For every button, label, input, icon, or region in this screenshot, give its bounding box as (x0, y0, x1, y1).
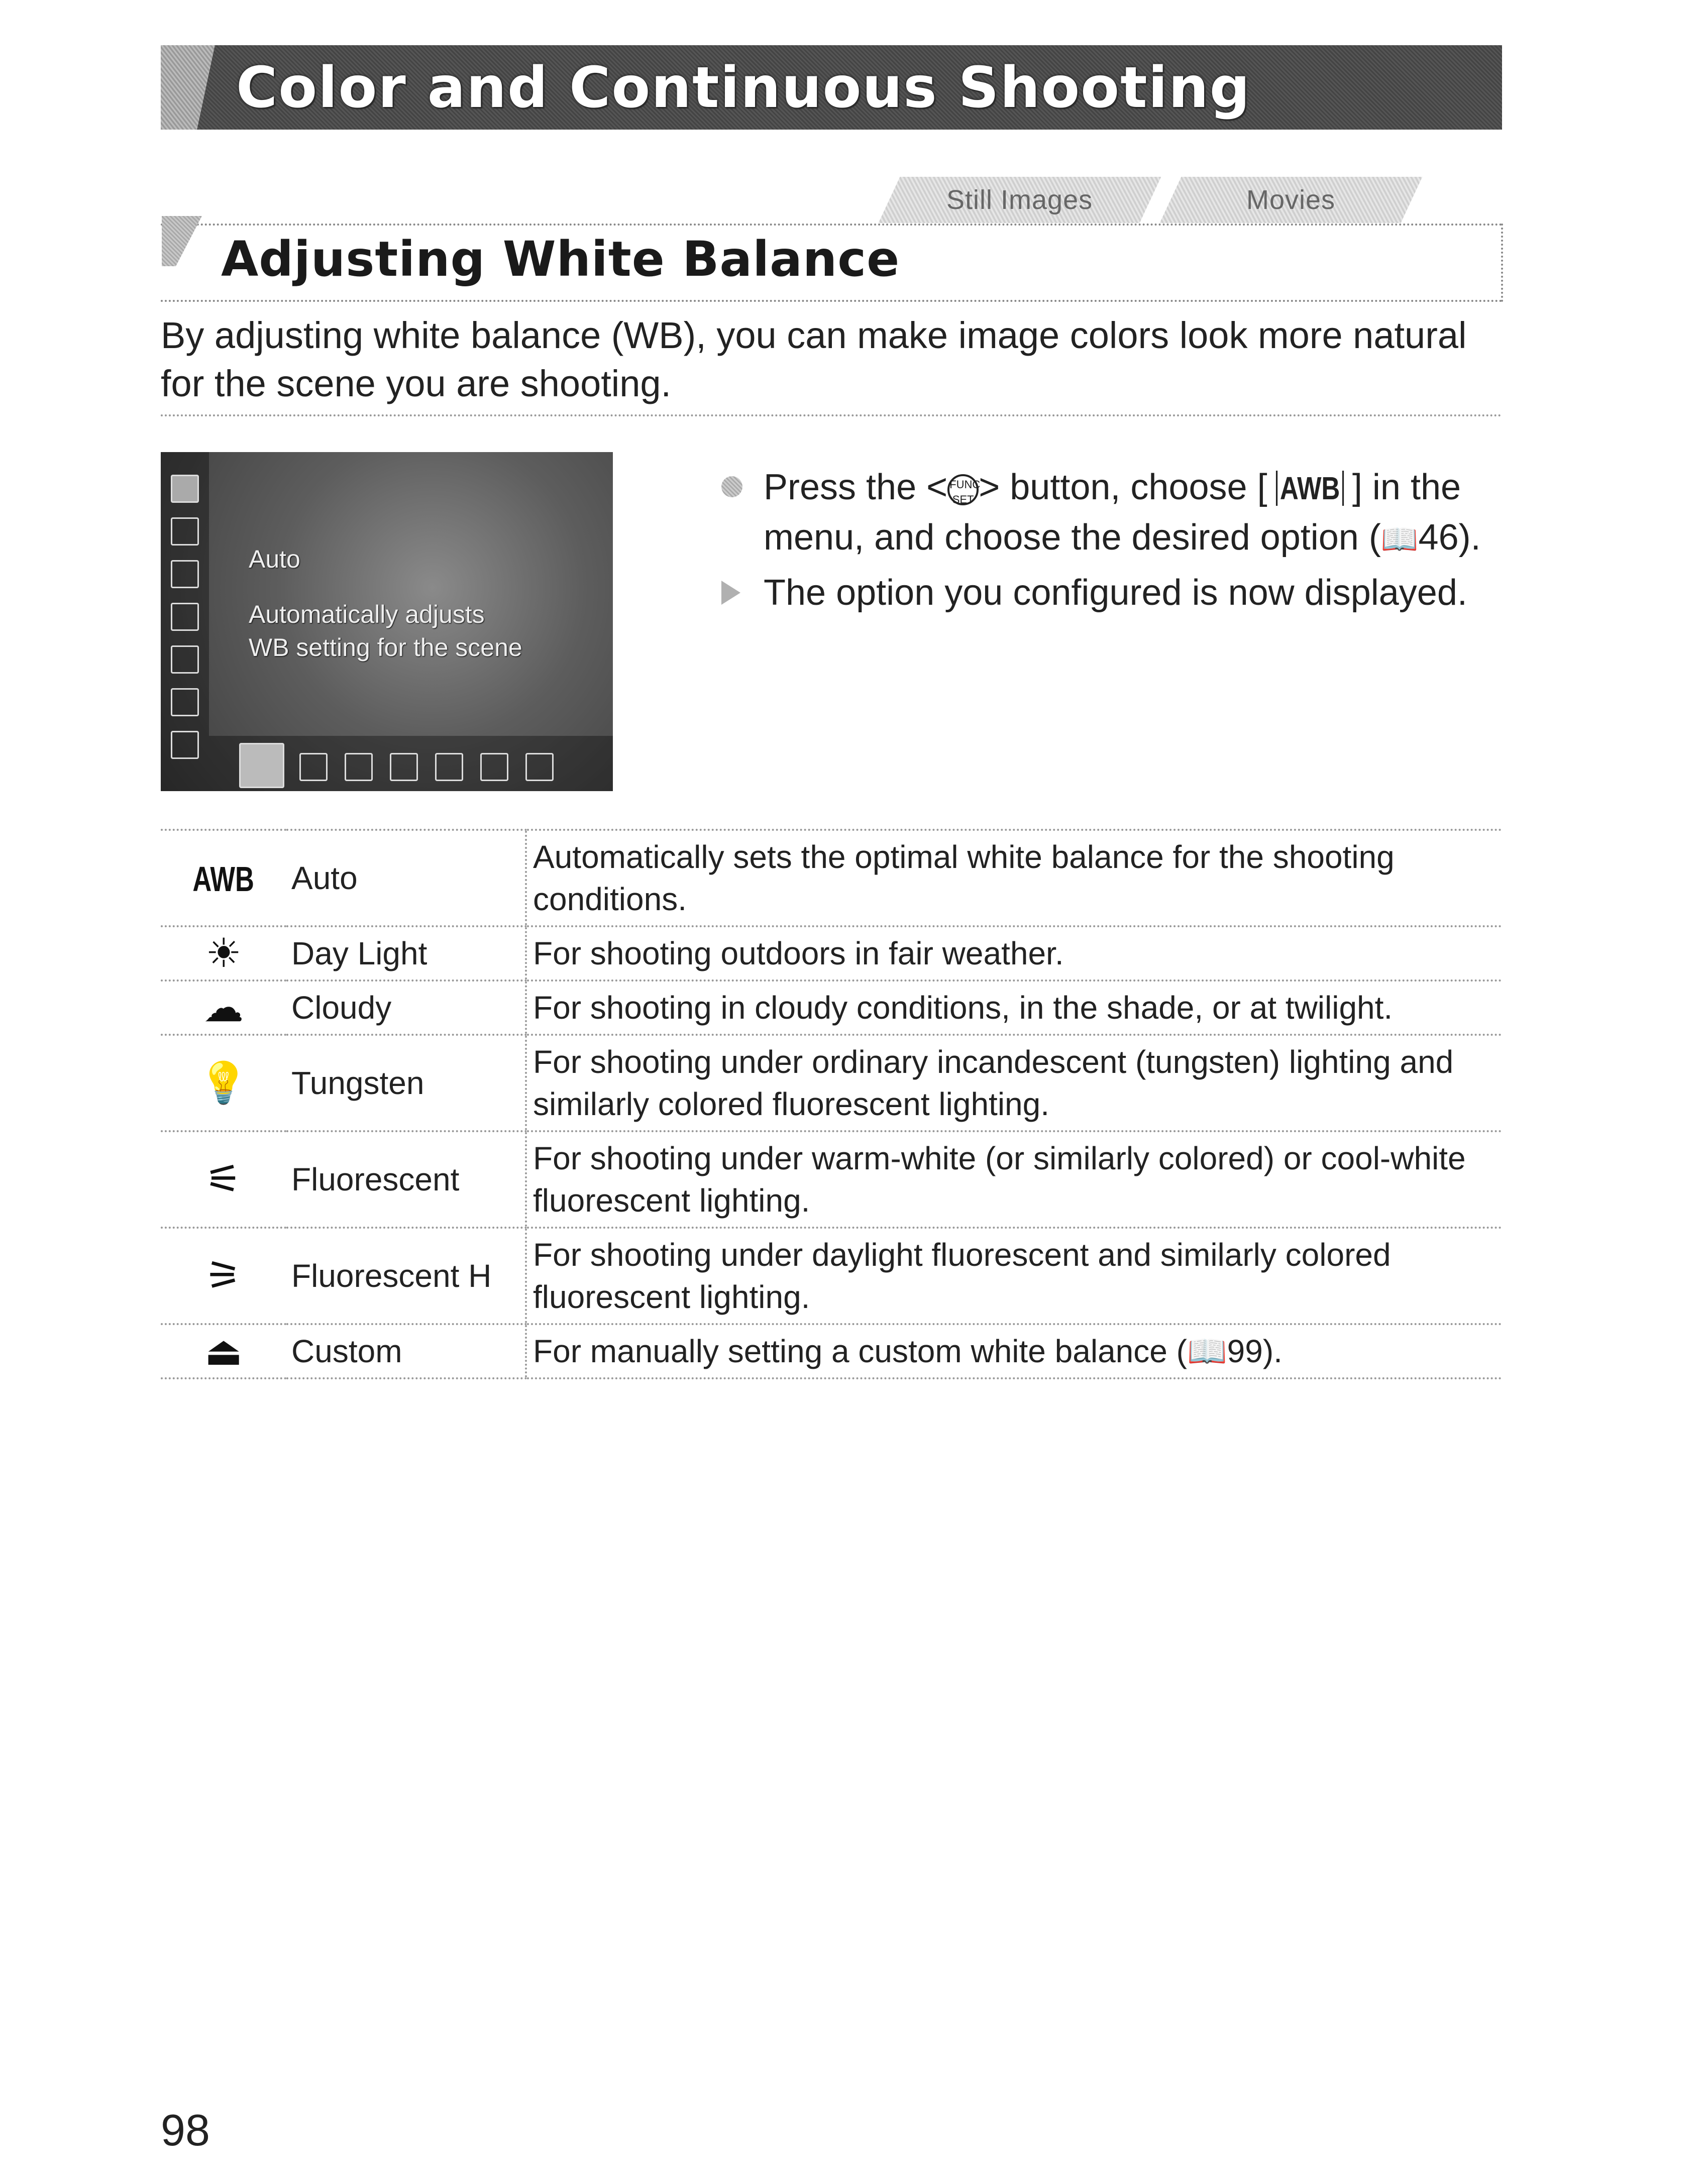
option-description (526, 1324, 1502, 1378)
screen-option-icon (480, 753, 508, 781)
option-description: Automatically sets the optimal white balance for the shooting conditions. (526, 830, 1502, 926)
fluorescent-icon: ⚟ (161, 1131, 286, 1228)
result-bullet-icon (721, 581, 740, 605)
step-2 (713, 568, 1497, 618)
screen-menu-icon (171, 517, 199, 546)
custom-wb-icon: ⏏ (161, 1324, 286, 1378)
table-row (161, 1228, 1502, 1324)
option-description: For shooting under daylight fluorescent and similarly colored fluorescent lighting. (526, 1228, 1502, 1324)
screen-option-icon (525, 753, 554, 781)
screen-menu-icon (171, 560, 199, 588)
movies-label: Movies (1246, 185, 1336, 215)
table-row (161, 1131, 1502, 1228)
screen-option-icon (435, 753, 463, 781)
camera-screen-image (161, 452, 613, 791)
step-1-text-b: > button, choose [ (979, 467, 1267, 507)
option-name: Auto (286, 830, 526, 926)
custom-desc-end: ). (1262, 1333, 1283, 1369)
option-description: For shooting outdoors in fair weather. (526, 926, 1502, 980)
screen-mode-label: Auto (249, 545, 300, 573)
step-1-text-c: ] in the menu, and choose the desired option ( (764, 467, 1461, 558)
option-name: Fluorescent (286, 1131, 526, 1228)
option-name: Tungsten (286, 1035, 526, 1131)
option-description: For shooting under warm-white (or similarly colored) or cool-white fluorescent lighting. (526, 1131, 1502, 1228)
screen-desc-line1: Automatically adjusts (249, 600, 485, 628)
option-name: Fluorescent H (286, 1228, 526, 1324)
white-balance-table (161, 829, 1502, 1379)
table-row (161, 1035, 1502, 1131)
still-images-label: Still Images (946, 185, 1093, 215)
func-set-button-icon: FUNC SET (947, 474, 979, 505)
awb-icon: AWB (161, 830, 286, 926)
step-1-text-a: Press the < (764, 467, 948, 507)
step-1 (713, 462, 1497, 565)
instruction-steps (713, 462, 1497, 618)
screen-menu-icon (171, 475, 199, 503)
screen-menu-icon (171, 688, 199, 716)
chapter-title: Color and Continuous Shooting (236, 55, 1251, 121)
screen-option-icon (390, 753, 418, 781)
still-images-badge (879, 177, 1161, 223)
table-row (161, 926, 1502, 980)
divider (161, 414, 1502, 416)
screen-menu-icon (171, 603, 199, 631)
section-title: Adjusting White Balance (221, 231, 900, 287)
section-intro: By adjusting white balance (WB), you can make image colors look more natural for the scene you are shooting. (161, 314, 1467, 404)
screen-option-icon (239, 743, 284, 788)
screen-bottom-menu (209, 736, 613, 791)
screen-option-icon (299, 753, 328, 781)
option-description: For shooting in cloudy conditions, in the shade, or at twilight. (526, 980, 1502, 1035)
step-2-text: The option you configured is now displayed. (764, 573, 1467, 613)
option-name: Custom (286, 1324, 526, 1378)
step-1-page-ref: 46 (1418, 517, 1459, 558)
table-row (161, 980, 1502, 1035)
step-1-text-d: ). (1458, 517, 1481, 558)
option-name: Cloudy (286, 980, 526, 1035)
option-name: Day Light (286, 926, 526, 980)
awb-icon: AWB (1276, 471, 1344, 506)
custom-page-ref: 99 (1227, 1333, 1263, 1369)
table-row (161, 1324, 1502, 1378)
step-bullet-icon (721, 476, 742, 497)
fluorescent-h-icon: ⚞ (161, 1228, 286, 1324)
book-reference-icon: 📖 (1187, 1333, 1227, 1369)
book-reference-icon: 📖 (1380, 522, 1419, 556)
daylight-icon: ☀ (161, 926, 286, 980)
tungsten-icon: 💡 (161, 1035, 286, 1131)
screen-menu-icon (171, 645, 199, 674)
screen-option-icon (345, 753, 373, 781)
movies-badge (1160, 177, 1423, 223)
screen-left-menu (161, 452, 209, 791)
chapter-banner (161, 45, 1502, 130)
cloudy-icon: ☁ (161, 980, 286, 1035)
table-row (161, 830, 1502, 926)
screen-desc-line2: WB setting for the scene (249, 633, 522, 662)
custom-desc-text: For manually setting a custom white balance ( (533, 1333, 1187, 1369)
screen-menu-icon (171, 731, 199, 759)
page-number: 98 (161, 2105, 210, 2155)
option-description: For shooting under ordinary incandescent (tungsten) lighting and similarly colored fluorescent lighting. (526, 1035, 1502, 1131)
banner-tab-decoration (161, 45, 215, 130)
